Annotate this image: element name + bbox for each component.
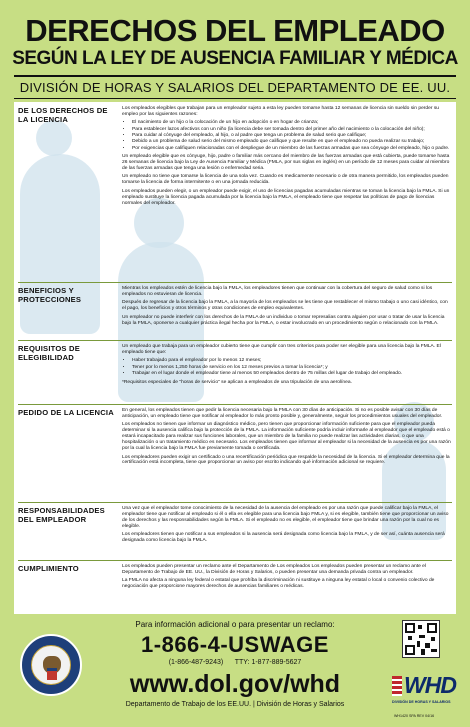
paragraph: Los empleados pueden elegir, o un empleador puede exigir, el uso de licencias pagadas acumuladas mientras se toman la licencia bajo la FMLA. Si un empleado sustituye la licencia pagada acumulada por la licencia bajo la FMLA, el empleado tiene que respetar las políticas de pago de licencias normales del empleador. [122,188,450,206]
section-text [122,408,452,469]
phone-details [8,659,462,666]
paragraph: Un empleado que trabaja para un empleador cubierto tiene que cumplir con tres criterios para poder ser elegible para una licencia bajo la FMLA. El empleado tiene que: [122,344,441,355]
list-item: • Haber trabajado para el empleador por lo menos 12 meses; [132,358,452,364]
section-label: REQUISITOS DE ELEGIBILIDAD [18,344,80,362]
content-panel [14,102,456,614]
paragraph: Un empleador no puede interferir con los derechos de la FMLA de un individuo o tomar represalias contra alguien por usar o tratar de usar la licencia bajo la FMLA, oponerse a cualquier práctica ilegal hecha por la FMLA, o estar involucrado en un procedimiento según o relacionado con la FMLA. [122,314,445,326]
section-label: BENEFICIOS Y PROTECCIONES [18,286,82,304]
list-item: • Para cuidar al cónyuge del empleado, al hijo, o al padre que tenga un problema de salud serio que califique; [132,133,452,139]
tty-number: TTY: 1-877-889-5627 [234,659,302,666]
section-text [122,286,452,329]
paragraph: Los empleados elegibles que trabajan para un empleador sujeto a esta ley pueden tomarse hasta 12 semanas de licencia sin sueldo sin perder su empleo por las siguientes razones: [122,106,440,117]
paragraph: Los empleadores tienen que notificar a sus empleados si la ausencia será designada como licencia bajo la FMLA, y de ser así, cuánta ausencia será designada como licencia bajo la FMLA. [122,532,445,544]
paragraph: Un empleado elegible que es cónyuge, hijo, padre o familiar más cercano del miembro de las fuerzas armadas que está cubierta, puede tomarse hasta 26 semanas de licencia bajo la Ley de Ausencia Familiar y Médica (FMLA, por sus siglas en inglés) en un período de 12 meses para cuidar al miembro de las fuerzas armadas que tenga una lesión o enfermedad seria. [122,154,450,171]
bullet-list [132,358,452,377]
list-item: • Tener por lo menos 1,250 horas de servicio en los 12 meses previos a tomar la licencia*; y [132,365,452,371]
form-code: WH1420 SPA REV 04/16 [394,714,435,718]
section-label: RESPONSABILIDADES DEL EMPLEADOR [18,506,105,524]
paragraph: Los empleados pueden presentar un reclamo ante el Departamento de Los empleados Los empleados pueden presentar un reclamo ante el Departamento de Trabajo de EE. UU., la División de Horas y Salarios, o pueden presentar una demanda privada contra un empleador. [122,564,426,575]
list-item: • Por exigencias que califiquen relacionadas con el despliegue de un miembro de las fuerzas armadas que sea cónyuge del empleado, hijo o padre. [132,146,452,152]
section-divider [18,404,452,405]
paragraph: Mientras los empleados estén de licencia bajo la FMLA, los empleadores tienen que continuar con la cobertura del seguro de salud como si los empleados no estuvieran de licencia. [122,286,433,297]
contact-prompt: Para información adicional o para presentar un reclamo: [135,620,335,629]
section-divider [18,560,452,561]
section-text [122,106,452,209]
division-line: DIVISIÓN DE HORAS Y SALARIOS DEL DEPARTAMENTO DE EE. UU. [19,80,451,95]
whd-logo-text: WHD [404,672,456,698]
website-link[interactable]: www.dol.gov/whd [129,670,341,698]
divider [14,98,456,99]
list-item: • El nacimiento de un hijo o la colocación de un hijo en adopción o en hogar de crianza; [132,120,452,126]
section-divider [18,282,452,283]
phone-number[interactable]: 1-866-4-USWAGE [141,632,329,657]
watermark-figure-icon [36,120,72,156]
qr-code-icon[interactable] [402,620,440,658]
list-item: • Debido a un problema de salud serio del mismo empleado que califique y que resulte en que el empleado no pueda realizar su trabajo; [132,139,452,145]
section-text [122,564,452,593]
section-text [122,506,452,547]
paragraph: La FMLA no afecta a ninguna ley federal o estatal que prohíba la discriminación ni sustituye a ninguna ley estatal o local o convenio colectivo de negociación que proporcione mayores derechos de ausencias familiares o médicas. [122,578,435,590]
section-label: CUMPLIMIENTO [18,564,79,573]
phone-numeric: (1-866-487-9243) [168,659,224,666]
paragraph: En general, los empleados tienen que pedir la licencia necesaria bajo la FMLA con 30 días de anticipación. Si no es posible avisar con 30 días de anticipación, un empleado tiene que notificar al empleador lo más pronto posible y, generalmente, seguir los procedimientos usuales del empleador. [122,408,443,419]
department-line: Departamento de Trabajo de los EE.UU. | División de Horas y Salarios [125,701,345,708]
poster-inner [8,8,462,719]
section-divider [18,340,452,341]
paragraph: Un empleado no tiene que tomarse la licencia de una sola vez. Cuando es medicamente necesario o de otra manera permitido, los empleados pueden tomarse la licencia de forma intermitente o en una jornada reducida. [122,174,449,186]
bullet-list [132,120,452,151]
paragraph: Una vez que el empleador tome conocimiento de la necesidad de la ausencia del empleado es por una razón que puede calificar bajo la FMLA, el empleador tiene que notificar al empleado si él o ella es elegible para una licencia bajo FMLA y, si es elegible, también tiene que proporcionar un aviso de los derechos y las responsabilidades según la FMLA. Si el empleado no es elegible, el empleador tiene que brindar una razón por la cual no es elegible. [122,506,449,529]
paragraph: Los empleadores pueden exigir un certificado o una recertificación periódica que respalde la necesidad de la licencia. Si el empleador determina que la certificación está incompleta, tiene que proporcionar un aviso por escrito indicando qué información adicional se requiere. [122,454,450,466]
flag-stripes [392,676,402,696]
section-divider [18,502,452,503]
section-label: PEDIDO DE LA LICENCIA [18,408,114,417]
whd-logo-icon [392,672,458,712]
page-subtitle: SEGÚN LA LEY DE AUSENCIA FAMILIAR Y MÉDICA [12,48,458,69]
divider [14,75,456,77]
list-item: • Trabajar en el lugar donde el empleador tiene al menos 50 empleados dentro de 75 millas del lugar de trabajo del empleado. [132,371,452,377]
whd-logo-subtitle: DIVISIÓN DE HORAS Y SALARIOS [392,700,451,704]
footer [8,614,462,719]
list-item: • Para establecer lazos afectivos con un niño (la licencia debe ser tomada dentro del primer año del nacimiento o la colocación del niño); [132,127,452,133]
watermark-figure-icon [20,154,100,334]
section-text [122,344,452,388]
section-label: DE LOS DERECHOS DE LA LICENCIA [18,106,108,124]
paragraph: Después de regresar de la licencia bajo la FMLA, a la mayoría de los empleados se les tiene que restablecer el mismo trabajo o uno casi idéntico, con el pago, los beneficios y otros términos y otras condiciones de empleo equivalentes. [122,300,448,312]
page-title: DERECHOS DEL EMPLEADO [25,13,445,48]
paragraph: Los empleados no tienen que informar un diagnóstico médico, pero tienen que proporcionar información suficiente para que el empleador pueda determinar si la ausencia califica bajo la protección de la FMLA. La información suficiente podría incluir informarle al empleador que el empleado está o estará incapacitado para realizar sus funciones laborales, que un miembro de la familia no puede realizar las actividades diarias, o que una hospitalización o un tratamiento médico es necesario. Los empleados tienen que informar al empleador si la necesidad de la ausencia es por una razón por la cual la licencia bajo la FMLA fue previamente tomada o certificada. [122,422,451,452]
paragraph: *Requisitos especiales de "horas de servicio" se aplican a empleados de una tripulación de una aerolínea. [122,379,352,385]
